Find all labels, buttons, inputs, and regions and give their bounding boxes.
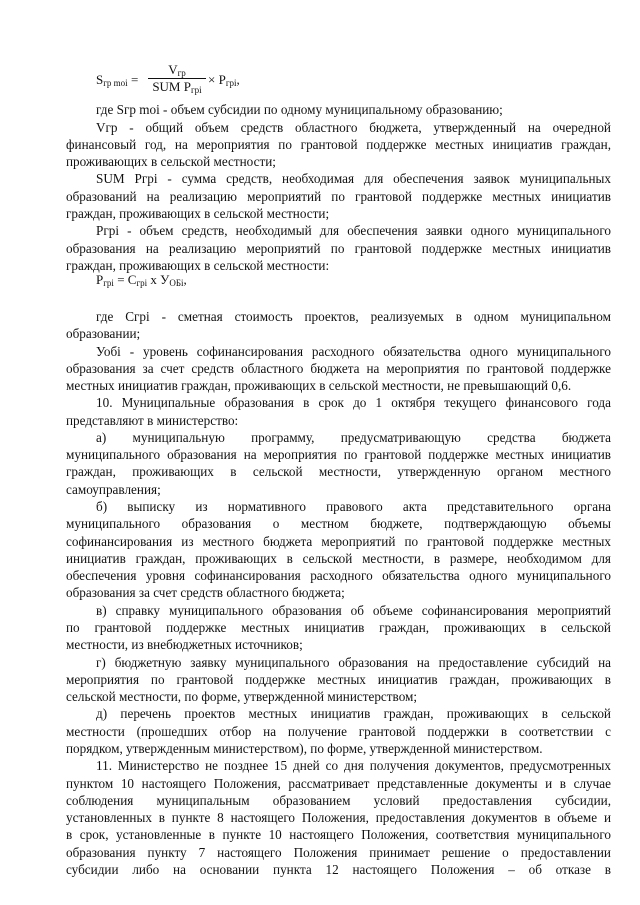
text-line: образовании; <box>66 326 141 341</box>
text-line: образования пункту 7 настоящего Положения принимает решение о предоставлении <box>66 845 611 860</box>
text-line: сельской местности, по форме, утвержденной министерством; <box>66 689 418 704</box>
text-line: местности, из внебюджетных источников; <box>66 637 303 652</box>
text-line: образования за счет средств областного бюджета на мероприятия по грантовой поддержке <box>66 361 611 376</box>
text-line: граждан, проживающих в сельской местности: <box>66 258 330 273</box>
formula-fraction <box>148 62 206 94</box>
text-line: финансовый год, на мероприятия по грантовой поддержке местных инициатив граждан, <box>66 137 611 152</box>
subsidy-formula <box>96 60 336 100</box>
text-line: местности (прошедших отбор на получение грантовой поддержки в соответствии с <box>66 724 611 739</box>
formula-denominator: SUM $P_{гpi}$ <box>152 79 202 95</box>
text-line: соблюдения муниципальным образованием условий предоставления субсидии, <box>66 793 611 808</box>
text-line: Уобi - уровень софинансирования расходного обязательства одного муниципального <box>96 344 611 359</box>
text-line: образований на реализацию мероприятий по грантовой поддержке местных инициатив <box>66 189 611 204</box>
text-line: порядком, утвержденным министерством), по форме, утвержденной министерством. <box>66 741 543 756</box>
text-line: 11. Министерство не позднее 15 дней со дня получения документов, предусмотренных <box>96 758 611 773</box>
text-line: где Sгр moi - объем субсидии по одному муниципальному образованию; <box>96 102 503 117</box>
text-line: образования на реализацию мероприятий по грантовой поддержке местных инициатив <box>66 241 611 256</box>
text-line: местных инициатив граждан, проживающих в сельской местности, не превышающий 0,6. <box>66 378 572 393</box>
text-line: софинансирования из местного бюджета мероприятий по грантовой поддержке местных <box>66 534 611 549</box>
text-line: граждан, проживающих в сельской местности, утвержденную органом местного <box>66 464 611 479</box>
text-line: самоуправления; <box>66 482 161 497</box>
text-line: мероприятия по грантовой поддержке местных инициатив граждан, проживающих в <box>66 672 611 687</box>
text-line: в срок, установленные в пункте 10 настоящего Положения, соответствия муниципального <box>66 827 611 842</box>
text-line: образования за счет средств областного бюджета; <box>66 585 345 600</box>
cofinancing-formula: $P_{гpi} = C_{гpi}$ x $У_{OБi}$, <box>96 272 187 288</box>
text-line: граждан, проживающих в сельской местности; <box>66 206 330 221</box>
text-line: инициатив граждан, проживающих в сельской местности, в размере, необходимом для <box>66 551 611 566</box>
formula-numerator: $V_{гр}$ <box>168 62 186 78</box>
text-line: установленных в пункте 8 настоящего Положения, предоставления документов в объеме и <box>66 810 611 825</box>
text-line: пунктом 10 настоящего Положения, рассматривает представленные документы и в случае <box>66 776 611 791</box>
text-line: субсидии либо на основании пункта 12 настоящего Положения – об отказе в <box>66 862 611 877</box>
text-line: Vгр - общий объем средств областного бюджета, утвержденный на очередной <box>96 120 611 135</box>
text-line: муниципального образования о местном бюджете, подтверждающую объемы <box>66 516 611 531</box>
text-line: где Cгрi - сметная стоимость проектов, реализуемых в одном муниципальном <box>96 309 611 324</box>
text-line: а) муниципальную программу, предусматривающую средства бюджета <box>96 430 611 445</box>
text-line: в) справку муниципального образования об объеме софинансирования мероприятий <box>96 603 611 618</box>
text-line: муниципального образования на мероприятия по грантовой поддержке местных инициатив <box>66 447 611 462</box>
formula-lhs: $S_{гр moi}$ = <box>96 72 139 88</box>
text-line: Pгрi - объем средств, необходимый для обеспечения заявки одного муниципального <box>96 223 611 238</box>
text-line: обеспечения уровня софинансирования расходного обязательства одного муниципального <box>66 568 611 583</box>
formula-rhs: × $P_{гpi}$, <box>208 72 240 88</box>
text-line: представляют в министерство: <box>66 413 239 428</box>
text-line: проживающих в сельской местности; <box>66 154 276 169</box>
text-line: по грантовой поддержке местных инициатив граждан, проживающих в сельской <box>66 620 611 635</box>
text-line: г) бюджетную заявку муниципального образования на предоставление субсидий на <box>96 655 611 670</box>
text-line: SUM Pгрi - сумма средств, необходимая для обеспечения заявок муниципальных <box>96 171 611 186</box>
text-line: б) выписку из нормативного правового акта представительного органа <box>96 499 611 514</box>
text-line: 10. Муниципальные образования в срок до 1 октября текущего финансового года <box>96 395 611 410</box>
text-line: д) перечень проектов местных инициатив граждан, проживающих в сельской <box>96 706 611 721</box>
